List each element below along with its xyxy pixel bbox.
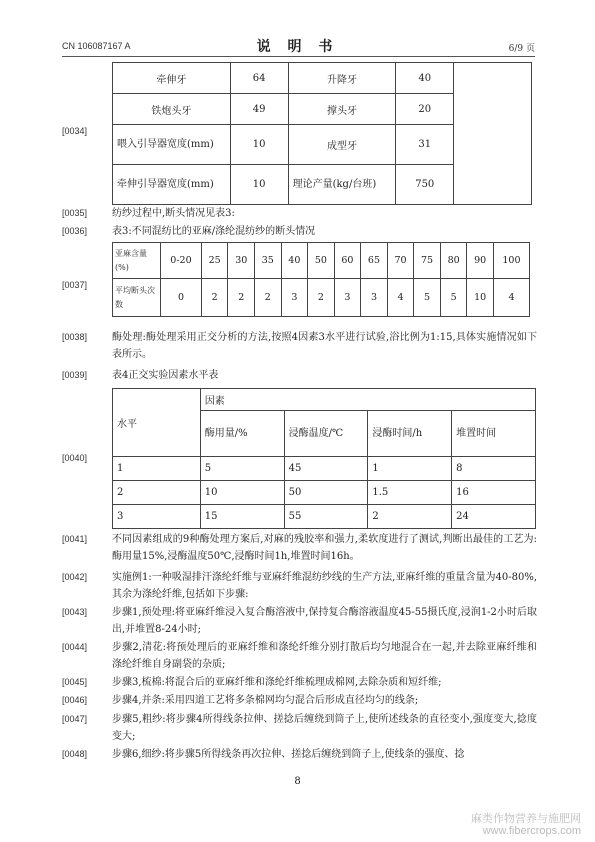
para-number-0043: [0043] — [62, 607, 88, 617]
para-number-0034: [0034] — [62, 126, 88, 136]
table-cell: 35 — [255, 243, 282, 279]
table-cell: 理论产量(kg/台班) — [288, 165, 396, 205]
table-header-cell: 堆置时间 — [452, 411, 536, 457]
table-cell: 31 — [396, 125, 454, 165]
page-indicator: 6/9 页 — [508, 44, 535, 54]
table-cell: 1 — [113, 457, 201, 481]
paragraph-0044: 步骤2,清花:将预处理后的亚麻纤维和涤纶纤维分别打散后均匀地混合在一起,并去除亚麻纤维和涤纶纤维自身副袋的杂质; — [112, 642, 537, 670]
paragraph-0041: 不同因素组成的9种酶处理方案后,对麻的残胶率和强力,柔软度进行了测试,判断出最佳的工艺为:酶用量15%,浸酶温度50℃,浸酶时间1h,堆置时间16h。 — [112, 534, 537, 562]
paragraph-0046: 步骤4,并条:采用四道工艺将多条棉网均匀混合后形成直径均匀的线条; — [112, 695, 419, 706]
table-cell: 1 — [368, 457, 452, 481]
table-cell: 4 — [493, 279, 529, 317]
table-cell: 2 — [255, 279, 282, 317]
para-number-0042: [0042] — [62, 572, 88, 582]
table-row — [113, 243, 530, 279]
table-cell: 24 — [452, 505, 536, 529]
table-cell: 10 — [230, 165, 288, 205]
table-cell: 16 — [452, 481, 536, 505]
table-cell: 65 — [361, 243, 388, 279]
table-row — [113, 505, 536, 529]
table-cell: 2 — [308, 279, 335, 317]
watermark-site-url: www.fibercrops.com — [482, 825, 581, 837]
table-cell: 15 — [200, 505, 284, 529]
table-cell: 100 — [493, 243, 529, 279]
table-cell: 3 — [334, 279, 361, 317]
table-cell: 铁炮头牙 — [113, 94, 231, 125]
para-number-0036: [0036] — [62, 226, 88, 236]
table-header-cell: 浸酶时间/h — [368, 411, 452, 457]
paragraph-0043: 步骤1,预处理:将亚麻纤维浸入复合酶溶液中,保持复合酶溶液温度45-55摄氏度,浸润1-2小时后取出,并堆置8-24小时; — [112, 607, 537, 635]
table-cell: 1.5 — [368, 481, 452, 505]
table-cell: 750 — [396, 165, 454, 205]
table-header-cell: 水平 — [113, 389, 201, 457]
table-cell: 90 — [467, 243, 494, 279]
table-cell: 10 — [200, 481, 284, 505]
para-number-0038: [0038] — [62, 332, 88, 342]
table-cell: 8 — [452, 457, 536, 481]
paragraph-0047: 步骤5,粗纱:将步骤4所得线条拉伸、搓捻后缠绕到筒子上,使所述线条的直径变小,强度变大,捻度变大; — [112, 714, 537, 742]
table-cell: 60 — [334, 243, 361, 279]
table-cell: 牵伸牙 — [113, 63, 231, 94]
table-cell: 80 — [440, 243, 467, 279]
para-number-0039: [0039] — [62, 370, 88, 380]
table-cell: 0 — [161, 279, 202, 317]
table-cell: 50 — [284, 481, 368, 505]
table-cell: 4 — [387, 279, 414, 317]
document-title: 说 明 书 — [256, 39, 339, 55]
table-cell: 升降牙 — [288, 63, 396, 94]
paragraph-0038: 酶处理:酶处理采用正交分析的方法,按照4因素3水平进行试验,浴比例为1:15,具体实施情况如下表所示。 — [112, 332, 537, 360]
table-cell: 2 — [228, 279, 255, 317]
table-cell: 2 — [368, 505, 452, 529]
table-cell: 3 — [361, 279, 388, 317]
table-cell: 20 — [396, 94, 454, 125]
header-rule — [62, 56, 535, 57]
table-cell: 成型牙 — [288, 125, 396, 165]
table-row — [113, 457, 536, 481]
paragraph-0042: 实施例1:一种吸湿排汗涤纶纤维与亚麻纤维混纺纱线的生产方法,亚麻纤维的重量含量为40-80%,其余为涤纶纤维,包括如下步骤: — [112, 572, 537, 600]
paragraph-0045: 步骤3,梳棉:将混合后的亚麻纤维和涤纶纤维梳理成棉网,去除杂质和短纤维; — [112, 677, 442, 688]
para-number-0044: [0044] — [62, 642, 88, 652]
table-cell: 10 — [467, 279, 494, 317]
para-number-0046: [0046] — [62, 695, 88, 705]
table-cell: 50 — [308, 243, 335, 279]
table-cell: 撑头牙 — [288, 94, 396, 125]
table-cell: 5 — [440, 279, 467, 317]
table-header-cell: 平均断头次数 — [113, 279, 161, 317]
table-header-cell: 亚麻含量(%) — [113, 243, 161, 279]
table-cell: 牵伸引导器宽度(mm) — [113, 165, 231, 205]
orthogonal-table — [112, 388, 536, 529]
para-number-0037: [0037] — [62, 280, 88, 290]
table-cell: 40 — [396, 63, 454, 94]
paragraph-0035: 纺纱过程中,断头情况见表3: — [112, 208, 235, 219]
table-cell: 10 — [230, 125, 288, 165]
table-cell: 2 — [113, 481, 201, 505]
breakage-table — [112, 242, 530, 317]
para-number-0041: [0041] — [62, 534, 88, 544]
para-number-0035: [0035] — [62, 208, 88, 218]
paragraph-0048: 步骤6,细纱:将步骤5所得线条再次拉伸、搓捻后缠绕到筒子上,使线条的强度、捻 — [112, 749, 465, 760]
table-header-cell: 酶用量/% — [200, 411, 284, 457]
paragraph-0039: 表4正交实验因素水平表 — [112, 370, 219, 381]
table-cell-empty — [454, 63, 532, 205]
paragraph-0036: 表3:不同混纺比的亚麻/涤纶混纺纱的断头情况 — [112, 226, 316, 237]
para-number-0048: [0048] — [62, 749, 88, 759]
table-row — [113, 279, 530, 317]
table-row — [113, 63, 532, 94]
table-cell: 5 — [414, 279, 441, 317]
table-row — [113, 389, 536, 411]
page-number: 8 — [294, 776, 301, 787]
table-cell: 0-20 — [161, 243, 202, 279]
table-cell: 3 — [281, 279, 308, 317]
table-cell: 5 — [200, 457, 284, 481]
para-number-0040: [0040] — [62, 453, 88, 463]
patent-number: CN 106087167 A — [62, 41, 131, 51]
table-row — [113, 481, 536, 505]
para-number-0047: [0047] — [62, 714, 88, 724]
table-cell: 25 — [201, 243, 228, 279]
table-cell: 喂入引导器宽度(mm) — [113, 125, 231, 165]
table-cell: 2 — [201, 279, 228, 317]
table-cell: 55 — [284, 505, 368, 529]
table-cell: 49 — [230, 94, 288, 125]
table-cell: 30 — [228, 243, 255, 279]
table-cell: 45 — [284, 457, 368, 481]
para-number-0045: [0045] — [62, 677, 88, 687]
table-cell: 40 — [281, 243, 308, 279]
table-cell: 70 — [387, 243, 414, 279]
watermark-site-name: 麻类作物营养与施肥网 — [471, 813, 581, 825]
table-header-cell: 因素 — [200, 389, 535, 411]
table-cell: 75 — [414, 243, 441, 279]
table-header-cell: 浸酶温度/℃ — [284, 411, 368, 457]
table-cell: 3 — [113, 505, 201, 529]
table-cell: 64 — [230, 63, 288, 94]
gear-parameter-table — [112, 62, 532, 205]
